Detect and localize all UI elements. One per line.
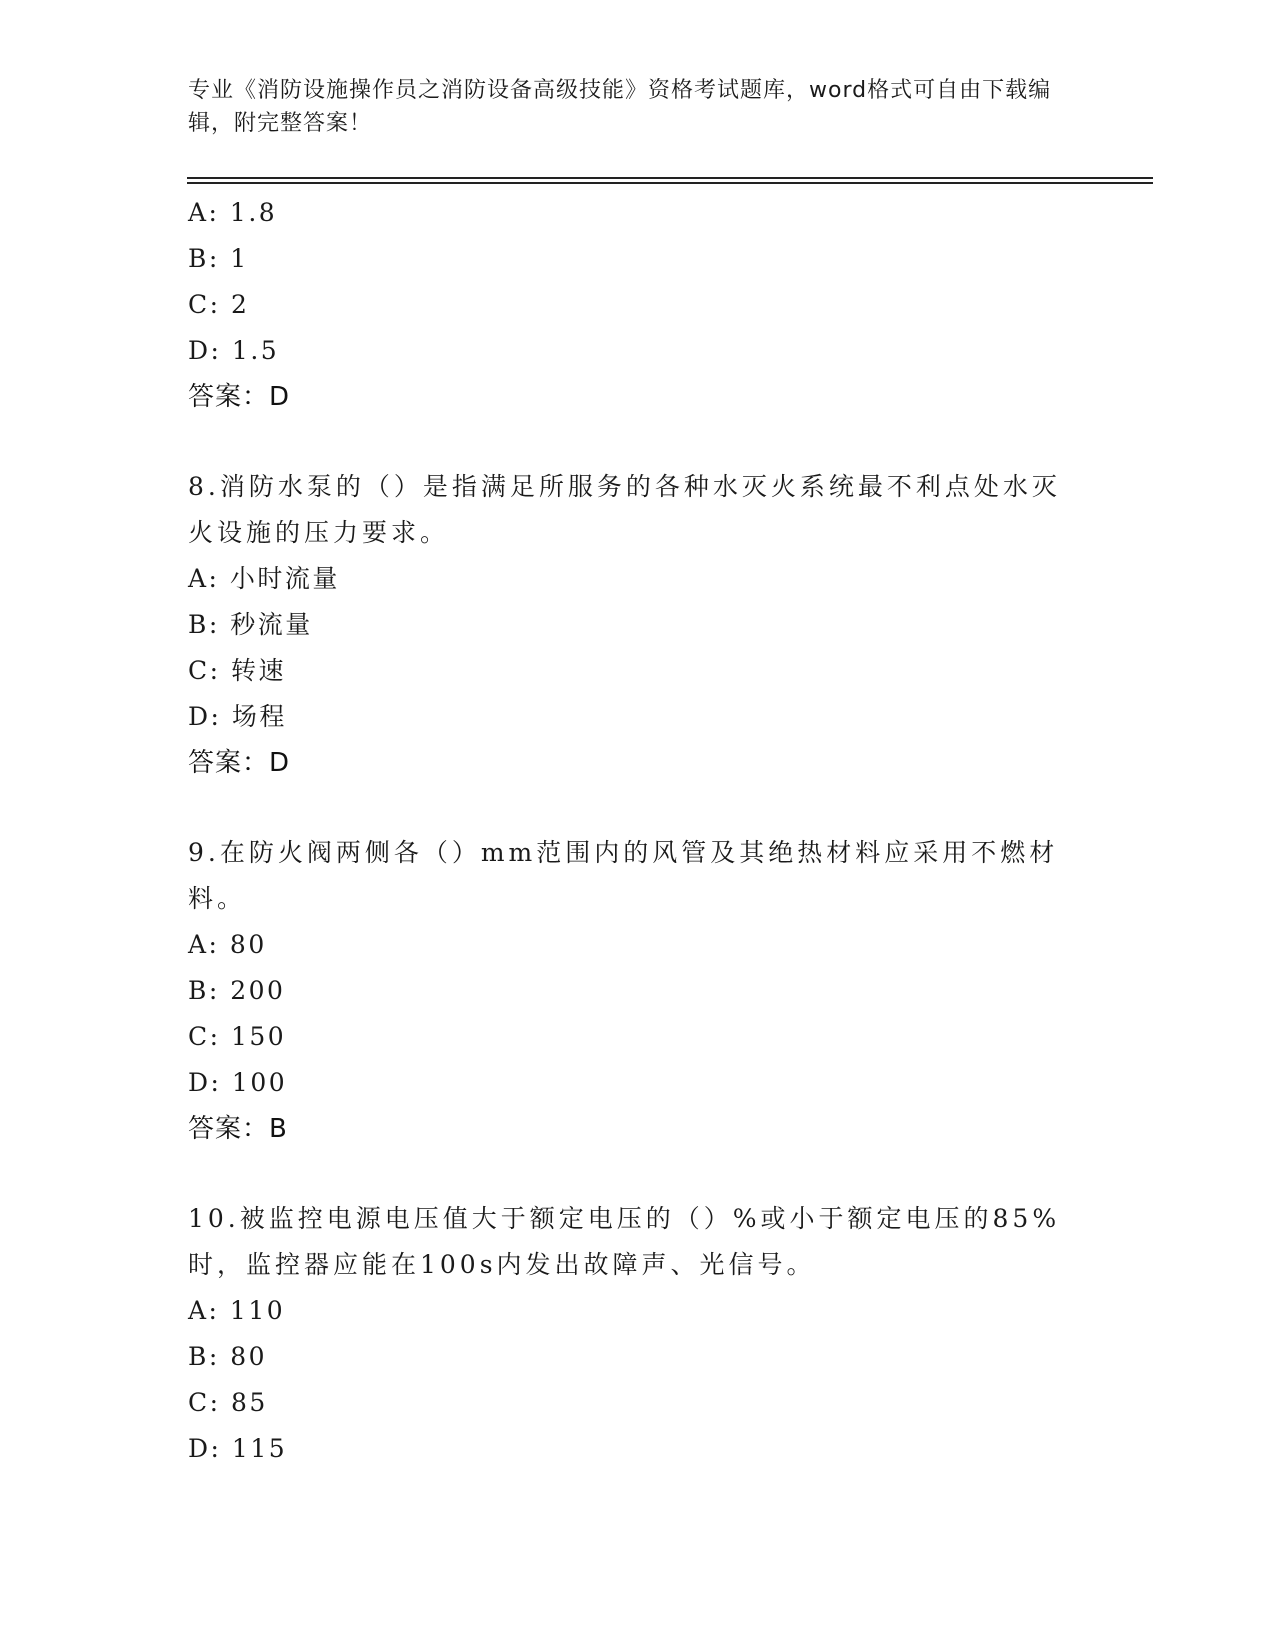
- option-b: B: 秒流量: [188, 610, 313, 639]
- option-d: D: 115: [188, 1434, 288, 1463]
- question-text: 10.被监控电源电压值大于额定电压的（）%或小于额定电压的85%时，监控器应能在100s内发出故障声、光信号。: [188, 1204, 1061, 1279]
- question-text: 8.消防水泵的（）是指满足所服务的各种水灭火系统最不利点处水灭火设施的压力要求。: [188, 472, 1061, 547]
- question-item: [188, 464, 1088, 786]
- option-c: C: 转速: [188, 656, 286, 685]
- option-c: C: 2: [188, 290, 250, 319]
- answer-line: 答案：D: [188, 382, 291, 412]
- question-item: [188, 830, 1088, 1152]
- option-a: A: 110: [188, 1296, 286, 1325]
- option-a: A: 小时流量: [188, 564, 340, 593]
- question-list: [188, 190, 1088, 1472]
- header-divider-bottom: [187, 182, 1153, 184]
- header-divider-top: [187, 177, 1153, 179]
- option-c: C: 85: [188, 1388, 268, 1417]
- option-d: D: 场程: [188, 702, 287, 731]
- previous-question-options: [188, 190, 1088, 420]
- answer-line: 答案：D: [188, 748, 291, 778]
- question-text: 9.在防火阀两侧各（）mm范围内的风管及其绝热材料应采用不燃材料。: [188, 838, 1059, 913]
- question-item: [188, 1196, 1088, 1472]
- option-b: B: 80: [188, 1342, 268, 1371]
- option-c: C: 150: [188, 1022, 287, 1051]
- option-b: B: 1: [188, 244, 249, 273]
- option-b: B: 200: [188, 976, 286, 1005]
- option-a: A: 80: [188, 930, 267, 959]
- answer-line: 答案：B: [188, 1114, 288, 1144]
- page-header-text: 专业《消防设施操作员之消防设备高级技能》资格考试题库，word格式可自由下载编辑，附完整答案！: [188, 78, 1052, 136]
- option-d: D: 1.5: [188, 336, 280, 365]
- option-a: A: 1.8: [188, 198, 278, 227]
- option-d: D: 100: [188, 1068, 288, 1097]
